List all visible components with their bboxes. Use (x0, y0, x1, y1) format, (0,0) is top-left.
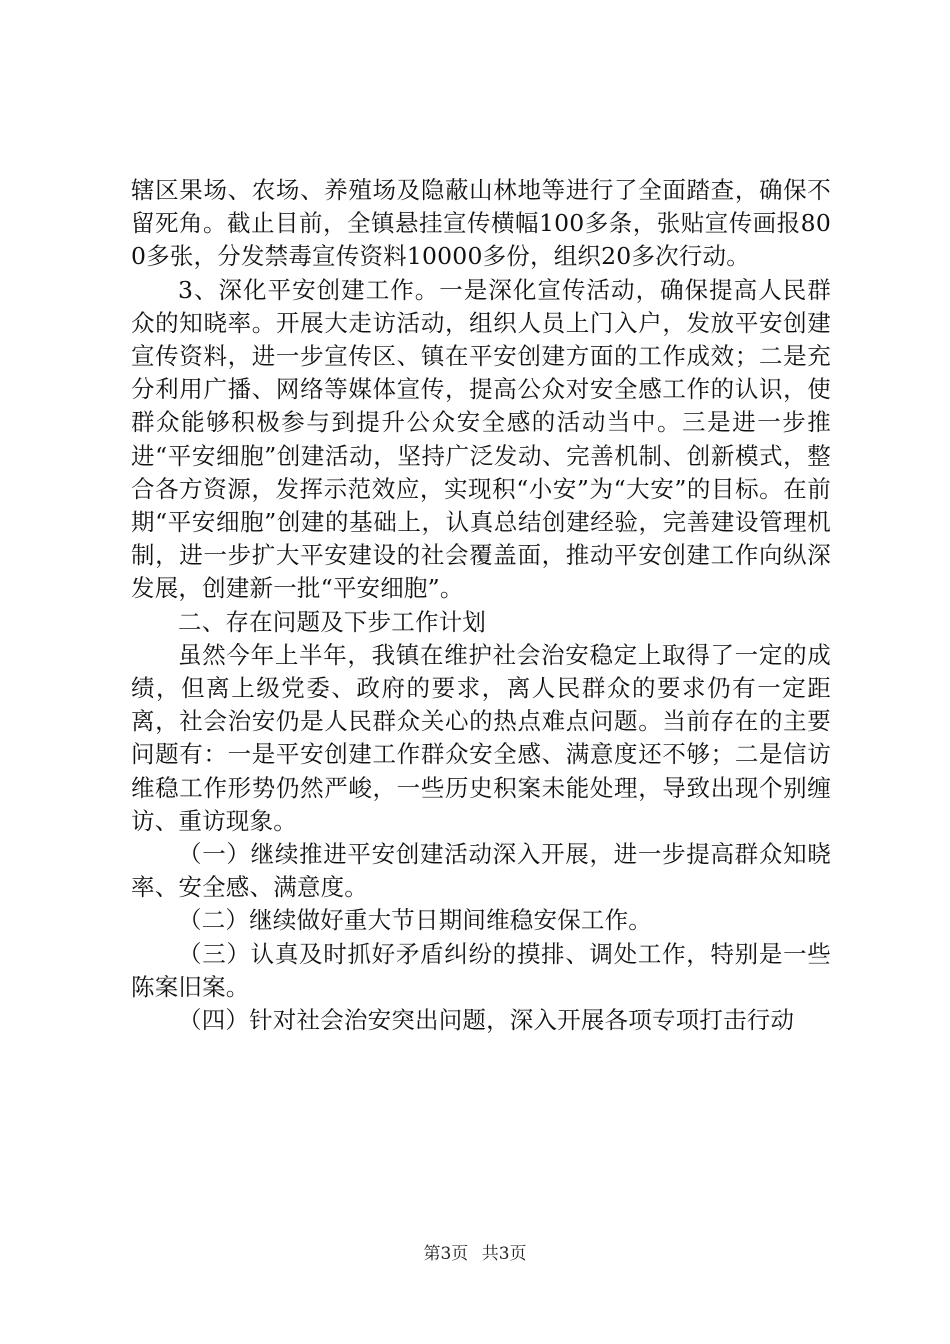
page-total: 共3页 (481, 1244, 527, 1264)
plan-item-2: （二）继续做好重大节日期间维稳安保工作。 (178, 906, 652, 935)
paragraph-4: 虽然今年上半年，我镇在维护社会治安稳定上取得了一定的成绩，但离上级党委、政府的要求，离人民群众的要求仍有一定距离，社会治安仍是人民群众关心的热点难点问题。当前存在的主要问题有：一是平安创建工作群众安全感、满意度还不够；二是信访维稳工作形势仍然严峻，一些历史积案未能处理，导致出现个别缠访、重访现象。 (131, 640, 831, 835)
paragraph-2: 3、深化平安创建工作。一是深化宣传活动，确保提高人民群众的知晓率。开展大走访活动，组织人员上门入户，发放平安创建宣传资料，进一步宣传区、镇在平安创建方面的工作成效；二是充分利用广播、网络等媒体宣传，提高公众对安全感工作的认识，使群众能够积极参与到提升公众安全感的活动当中。三是进一步推进“平安细胞”创建活动，坚持广泛发动、完善机制、创新模式，整合各方资源，发挥示范效应，实现积“小安”为“大安”的目标。在前期“平安细胞”创建的基础上，认真总结创建经验，完善建设管理机制，进一步扩大平安建设的社会覆盖面，推动平安创建工作向纵深发展，创建新一批“平安细胞”。 (131, 275, 831, 603)
section-heading: 二、存在问题及下步工作计划 (178, 607, 487, 636)
page-footer (0, 1243, 950, 1265)
plan-item-4: （四）针对社会治安突出问题，深入开展各项专项打击行动 (178, 1006, 795, 1035)
plan-item-3: （三）认真及时抓好矛盾纠纷的摸排、调处工作，特别是一些陈案旧案。 (131, 939, 831, 1001)
plan-item-1: （一）继续推进平安创建活动深入开展，进一步提高群众知晓率、安全感、满意度。 (131, 840, 831, 902)
page-number: 第3页 (423, 1244, 469, 1264)
paragraph-1: 辖区果场、农场、养殖场及隐蔽山林地等进行了全面踏查，确保不留死角。截止目前，全镇悬挂宣传横幅100多条，张贴宣传画报800多张，分发禁毒宣传资料10000多份，组织20多次行动。 (131, 176, 831, 271)
document-body (131, 174, 831, 1037)
